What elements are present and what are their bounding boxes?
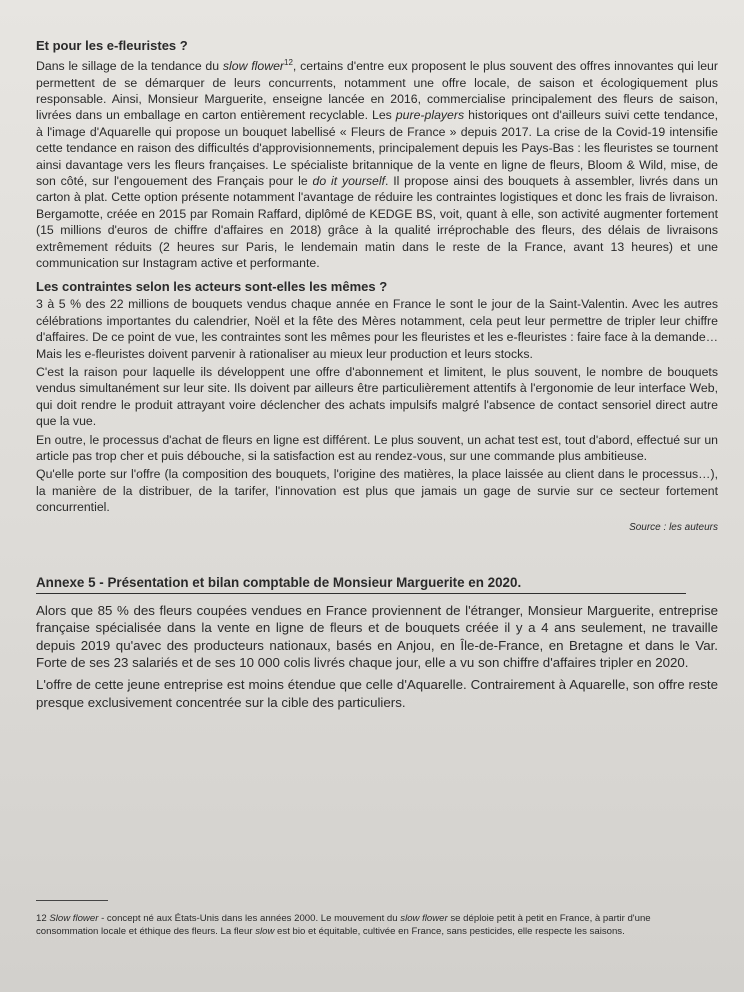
text-run: - concept né aux États-Unis dans les années 2000. Le mouvement du	[98, 913, 401, 924]
section-title-contraintes: Les contraintes selon les acteurs sont-elles les mêmes ?	[36, 279, 388, 295]
text-run-italic: pure-players	[395, 108, 465, 123]
footnote-divider	[36, 900, 108, 901]
section-title-e-fleuristes: Et pour les e-fleuristes ?	[36, 38, 188, 53]
paragraph-contraintes-1: 3 à 5 % des 22 millions de bouquets vendus chaque année en France le sont le jour de la Saint-Valentin. Avec les autres célébrations importantes du calendrier, Noël et la fête des Mères notamment, cela peut leur permettre de tripler leur chiffre d'affaires. De ce point de vue, les contraintes sont les mêmes pour les fleuristes et les e-fleuristes : faire face à la demande… Mais les e-fleuristes doivent parvenir à rationaliser au mieux leur production et leurs stocks.	[36, 297, 718, 361]
paragraph-contraintes-4: Qu'elle porte sur l'offre (la composition des bouquets, l'origine des matières, la place laissée au client dans le processus…), la manière de la distribuer, de la tarifer, l'innovation est plus que jamais un gage de survie sur ce secteur fortement concurrentiel.	[36, 467, 718, 515]
text-run: historiques ont d'ailleurs suivi cette tendance, à l'image d'Aquarelle qui propose un bouquet labellisé « Fleurs de France » depuis 2017. La crise de la Covid-19 intensifie cette tendance en raison des difficultés d'approvisionnements, principalement depuis les Pays-Bas : les fleuristes se tournent ainsi davantage vers les fleurs françaises. Le spécialiste britannique de la vente en ligne de fleurs, Bloom & Wild, mise, de son côté, sur l'engouement des Français pour le	[36, 108, 718, 188]
annex-paragraph-2: L'offre de cette jeune entreprise est moins étendue que celle d'Aquarelle. Contrairement à Aquarelle, son offre reste presque exclusivement concentrée sur la cible des particuliers.	[36, 677, 718, 710]
annex-paragraph-1: Alors que 85 % des fleurs coupées vendues en France proviennent de l'étranger, Monsieur Marguerite, entreprise française spécialisée dans la vente en ligne de fleurs et de bouquets créée il y a 4 ans seulement, ne travaille depuis 2019 qu'avec des producteurs nationaux, basés en Anjou, en Île-de-France, en Bretagne et dans le Var. Forte de ses 23 salariés et de ses 10 000 colis livrés chaque jour, elle a vu son chiffre d'affaires tripler en 2020.	[36, 602, 718, 671]
text-run-italic: slow flower	[400, 913, 448, 924]
paragraph-contraintes-3: En outre, le processus d'achat de fleurs en ligne est différent. Le plus souvent, un achat test est, tout d'abord, effectué sur un article pas trop cher et puis débouche, si la satisfaction est au rendez-vous, sur une commande plus ambitieuse.	[36, 432, 718, 464]
text-run: Dans le sillage de la tendance du	[36, 59, 223, 74]
text-run: se déploie petit à petit en France, à partir d'une consommation locale et éthique des fleurs. La fleur	[36, 913, 651, 937]
text-run-italic: slow flower	[222, 59, 285, 74]
text-run: . Il propose ainsi des bouquets à assembler, livrés dans un carton à plat. Cette option présente notamment l'avantage de réduire les contraintes logistiques et donc les frais de livraison. Bergamotte, créée en 2015 par Romain Raffard, diplômé de KEDGE BS, voit, quant à elle, son activité augmenter fortement (15 millions d'euros de chiffre d'affaires en 2018) grâce à la qualité irréprochable des fleurs, des délais de livraisons extrêmement réduits (2 heures sur Paris, le lendemain matin dans le reste de la France, avant 13 heures) et une communication sur Instagram active et performante.	[36, 173, 719, 270]
text-run-italic: do it yourself	[312, 173, 386, 188]
footnote	[36, 912, 706, 938]
text-run-italic: Slow flower	[49, 913, 99, 924]
paragraph-contraintes-2: C'est la raison pour laquelle ils développent une offre d'abonnement et limitent, le plus souvent, le nombre de bouquets vendus simultanément sur leur site. Ils doivent par ailleurs être particulièrement attentifs à l'ergonomie de leur interface Web, qui doit rendre le produit attrayant voire déclencher des achats impulsifs malgré l'absence de contact sensoriel direct autre que la vue.	[36, 365, 718, 429]
annex-section	[36, 575, 718, 712]
annex-title: Annexe 5 - Présentation et bilan comptable de Monsieur Marguerite en 2020.	[36, 575, 686, 594]
text-run: est bio et équitable, cultivée en France, sans pesticides, elle respecte les saisons.	[274, 926, 625, 937]
source-note: Source : les auteurs	[629, 521, 718, 533]
text-run-italic: slow	[255, 926, 275, 937]
footnote-ref: 12	[284, 58, 293, 67]
footnote-number: 12	[36, 913, 50, 924]
text-run: , certains d'entre eux proposent le plus souvent des offres innovantes qui leur permettent de se démarquer de leurs concurrents, notamment une offre locale, de saison et écologiquement plus responsable. Ainsi, Monsieur Marguerite, enseigne lancée en 2016, commercialise principalement des fleurs de saison, livrées dans un emballage en carton entièrement recyclable. Les	[36, 59, 718, 123]
paragraph-e-fleuristes	[36, 55, 718, 271]
